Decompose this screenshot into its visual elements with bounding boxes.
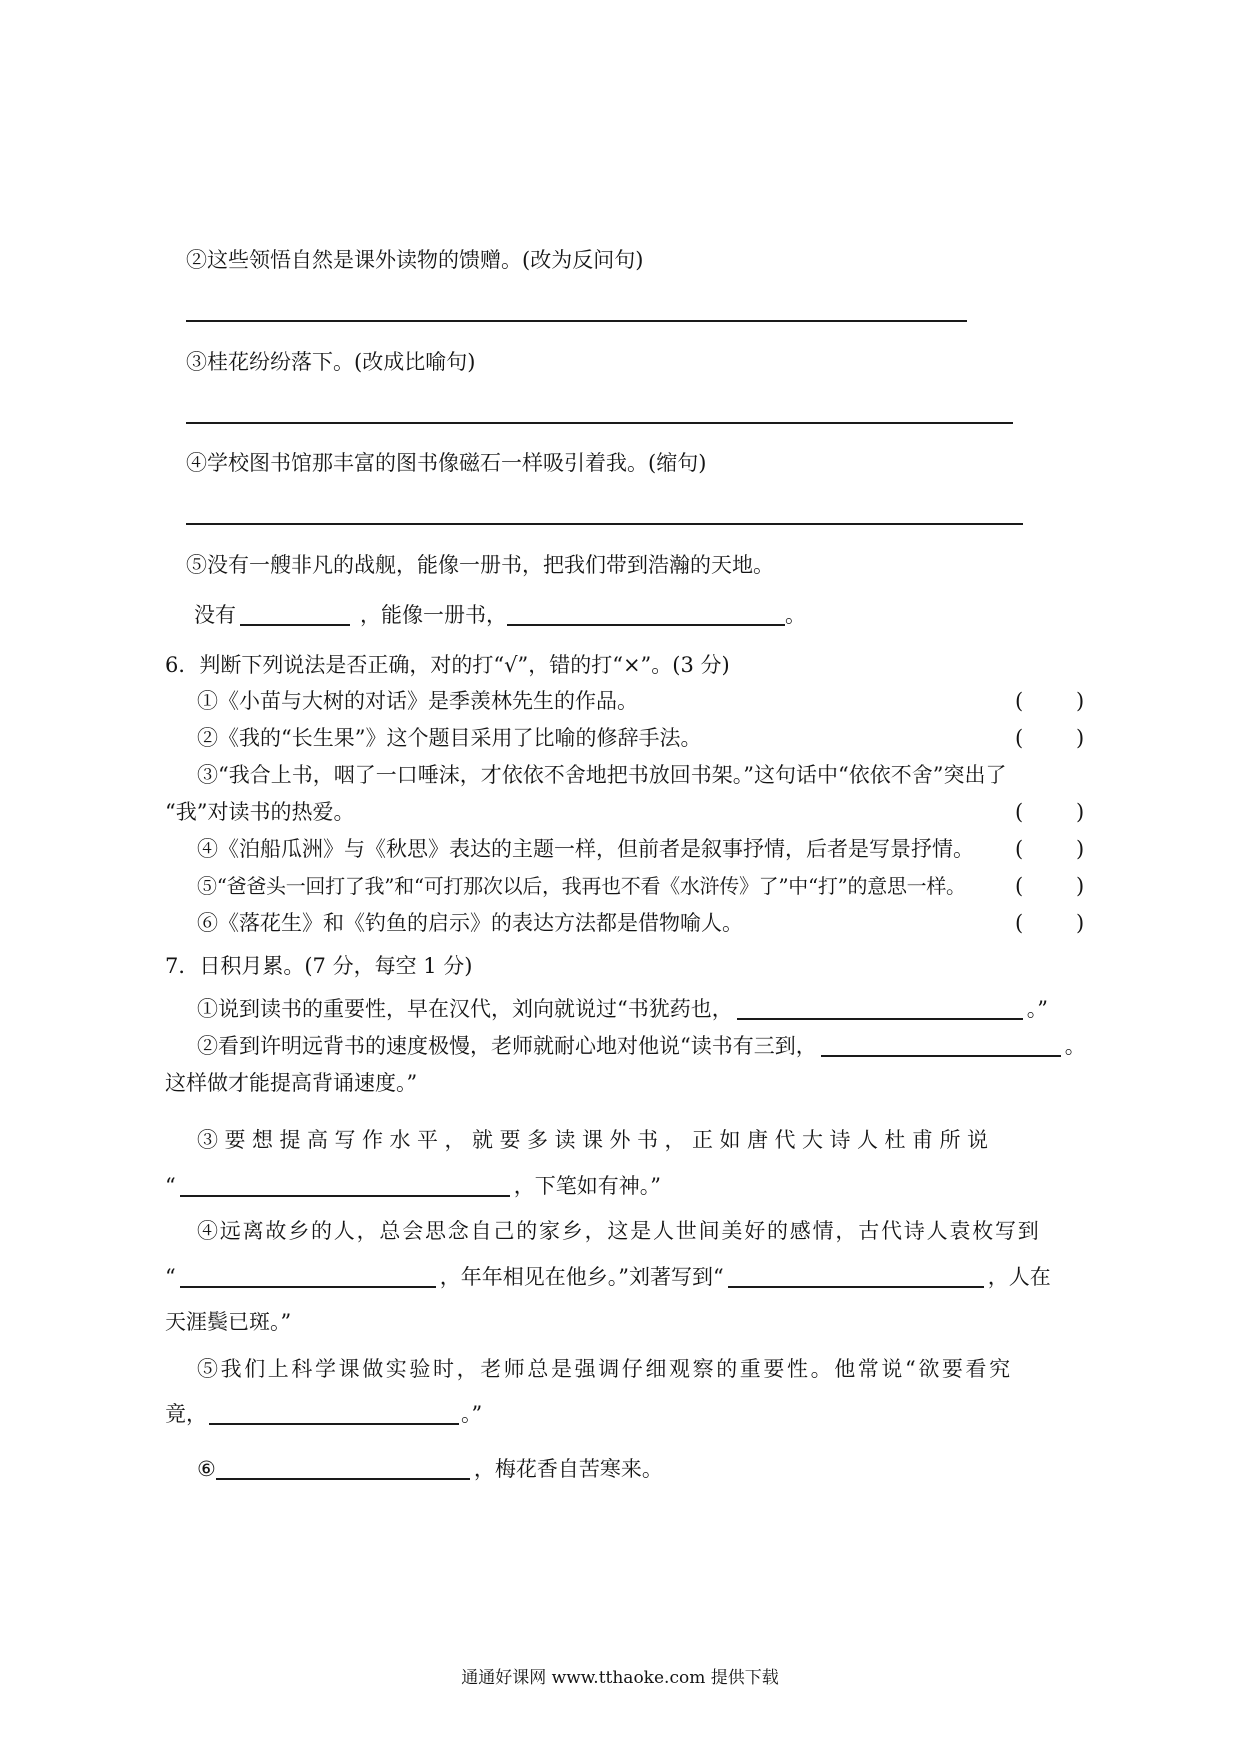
q7-item-2-text: ②看到许明远背书的速度极慢，老师就耐心地对他说“读书有三到，: [197, 1034, 817, 1058]
q6-item-1: ①《小苗与大树的对话》是季羡林先生的作品。: [197, 689, 638, 713]
page-footer: 通通好课网 www.tthaoke.com 提供下载: [461, 1668, 779, 1688]
q6-item-2: ②《我的“长生果”》这个题目采用了比喻的修辞手法。: [197, 726, 702, 750]
q7-blank-7[interactable]: [216, 1456, 470, 1480]
q7-item-2-line2: 这样做才能提高背诵速度。”: [165, 1071, 418, 1095]
task-5-middle: ，能像一册书，: [360, 603, 507, 627]
q7-item-4-line2: “ ，年年相见在他乡。”刘著写到“ ，人在: [165, 1265, 1051, 1289]
q6-item-5: ⑤“爸爸头一回打了我”和“可打那次以后，我再也不看《水浒传》了”中“打”的意思一样。: [197, 874, 966, 898]
task-5-prompt: ⑤没有一艘非凡的战舰，能像一册书，把我们带到浩瀚的天地。: [186, 553, 774, 577]
task-4-prompt: ④学校图书馆那丰富的图书像磁石一样吸引着我。(缩句): [186, 451, 707, 475]
q7-blank-2[interactable]: [821, 1033, 1061, 1057]
task-5-fill-line: [194, 600, 806, 630]
q7-item-2: [197, 1031, 1086, 1061]
q7-item-6: ⑥ ，梅花香自苦寒来。: [197, 1457, 663, 1481]
q7-item-2-end: 。: [1064, 1034, 1086, 1058]
q6-item-6: ⑥《落花生》和《钓鱼的启示》的表达方法都是借物喻人。: [197, 911, 743, 935]
q6-heading: 6．判断下列说法是否正确，对的打“√”，错的打“×”。(3 分): [165, 653, 730, 677]
q7-blank-3[interactable]: [180, 1173, 510, 1197]
q7-blank-5[interactable]: [728, 1264, 984, 1288]
q6-item-4: ④《泊船瓜洲》与《秋思》表达的主题一样，但前者是叙事抒情，后者是写景抒情。: [197, 837, 974, 861]
task-5-blank-2[interactable]: [507, 602, 785, 626]
q7-blank-4[interactable]: [180, 1264, 436, 1288]
q7-item-1: [197, 994, 1048, 1024]
q6-item-3-line1: ③“我合上书，咽了一口唾沫，才依依不舍地把书放回书架。”这句话中“依依不舍”突出了: [197, 763, 1007, 787]
q7-item-4-line3: 天涯鬓已斑。”: [165, 1310, 292, 1334]
q7-blank-6[interactable]: [209, 1401, 459, 1425]
q7-item-3-line2: “ ，下笔如有神。”: [165, 1174, 661, 1198]
task-5-before: 没有: [194, 603, 236, 627]
answer-line-task-2[interactable]: [186, 320, 967, 322]
task-5-end: 。: [785, 603, 806, 627]
q7-item-1-end: 。”: [1026, 997, 1048, 1021]
q7-item-5-line1: ⑤我们上科学课做实验时，老师总是强调仔细观察的重要性。他常说“欲要看究: [197, 1357, 1013, 1381]
task-2-prompt: ②这些领悟自然是课外读物的馈赠。(改为反问句): [186, 248, 644, 272]
q7-item-5-line2: 竟， 。”: [165, 1402, 483, 1426]
q6-item-3-line2: “我”对读书的热爱。: [165, 800, 355, 824]
q7-item-4-line1: ④远离故乡的人，总会思念自己的家乡，这是人世间美好的感情，古代诗人袁枚写到: [197, 1219, 1041, 1243]
task-3-prompt: ③桂花纷纷落下。(改成比喻句): [186, 350, 476, 374]
q7-item-1-text: ①说到读书的重要性，早在汉代，刘向就说过“书犹药也，: [197, 997, 733, 1021]
q7-blank-1[interactable]: [737, 996, 1023, 1020]
q7-item-3-line1: ③要想提高写作水平，就要多读课外书，正如唐代大诗人杜甫所说: [197, 1128, 995, 1152]
answer-line-task-4[interactable]: [186, 523, 1023, 525]
task-5-blank-1[interactable]: [240, 602, 350, 626]
answer-line-task-3[interactable]: [186, 422, 1013, 424]
q7-heading: 7．日积月累。(7 分，每空 1 分): [165, 954, 473, 978]
